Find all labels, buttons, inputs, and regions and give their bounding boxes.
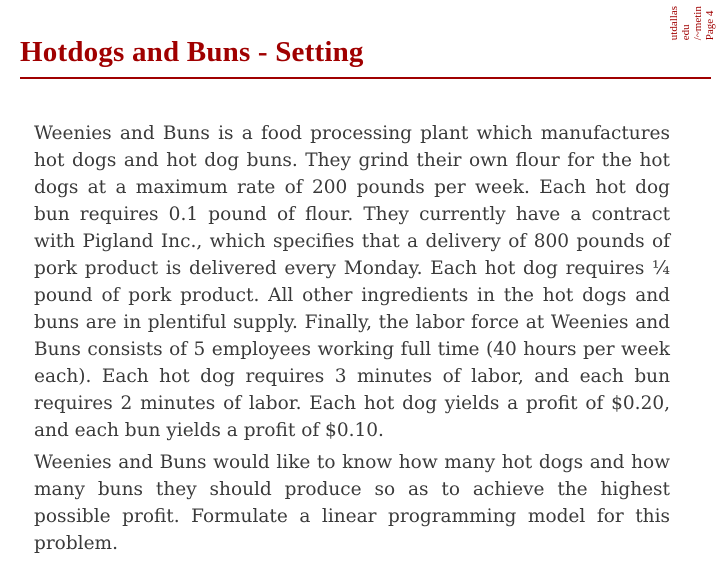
slide-body (34, 120, 670, 562)
slide-title: Hotdogs and Buns - Setting (20, 36, 364, 68)
problem-question: Weenies and Buns would like to know how many hot dogs and how many buns they should produce so as to achieve the highest possible profit. Formulate a linear programming model for this problem. (34, 452, 670, 554)
title-rule (20, 77, 711, 79)
sidebar-footer (669, 6, 716, 40)
sidebar-line-utdallas: utdallas (668, 6, 680, 41)
sidebar-line-metin: /~metin (692, 6, 704, 41)
sidebar-line-edu: edu (680, 24, 692, 41)
problem-description: Weenies and Buns is a food processing plant which manufactures hot dogs and hot dog buns. They grind their own flour for the hot dogs at a maximum rate of 200 pounds per week. Each hot dog bun requires 0.1 pound of flour. They currently have a contract with Pigland Inc., which specifies that a delivery of 800 pounds of pork product is delivered every Monday. Each hot dog requires ¼ pound of pork product. All other ingredients in the hot dogs and buns are in plentiful supply. Finally, the labor force at Weenies and Buns consists of 5 employees working full time (40 hours per week each). Each hot dog requires 3 minutes of labor, and each bun requires 2 minutes of labor. Each hot dog yields a profit of $0.20, and each bun yields a profit of $0.10. (34, 123, 670, 441)
sidebar-page-number: Page 4 (704, 10, 716, 41)
